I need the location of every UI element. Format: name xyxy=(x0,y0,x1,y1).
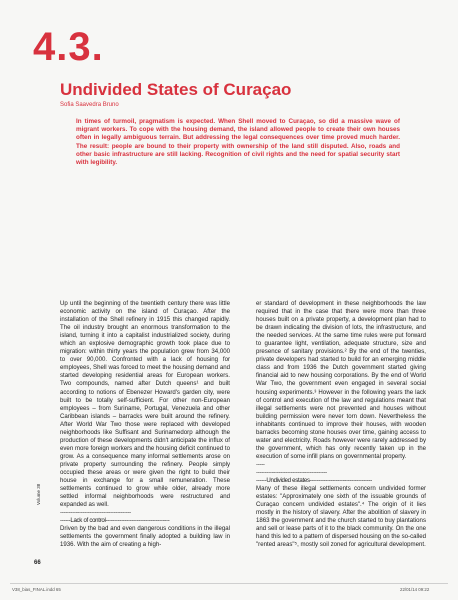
abstract: In times of turmoil, pragmatism is expected. When Shell moved to Curaçao, so did a massive wave of migrant workers. To cope with the housing demand, the island allowed people to create their own houses often in legally ambiguous terrain. But addressing the legal consequences over time proved much harder. The result: people are bound to their property with ownership of the land still disputed. Also, roads and other basic infrastructure are still lacking. Recognition of civil rights and the need for spatial security start with legibility. xyxy=(76,118,400,167)
paragraph: Driven by the bad and even dangerous conditions in the illegal settlements the government finally adopted a building law in 1936. With the aim of creating a high- xyxy=(60,525,230,549)
volume-label: Volume 38 xyxy=(36,483,41,505)
footer-file-name: V38_bias_FINAL.indd 65 xyxy=(12,587,61,592)
paragraph: Up until the beginning of the twentieth century there was little economic activity on the island of Curaçao. After the installation of the Shell refinery in 1915 this changed rapidly. The oil industry brought an enormous transformation to the island, turning it into a capitalist industrialized society, during which an explosive demographic growth took place due to migration: within thirty years the population grew from 34,000 to over 90,000. Confronted with a lack of housing for employees, Shell was forced to meet the housing demand and started developing residential areas for European workers. Two compounds, named after Dutch queens¹ and built according to notions of Ebenezer Howard's garden city, were built to be totally self-sufficient. For other non-European employees – from Suriname, Portugal, Venezuela and other Caribbean islands – barracks were built around the refinery. After World War Two those were replaced with developed neighborhoods like Suffisant and Surinamedorp although the production of these developments didn't anticipate the influx of even more foreign workers and the housing deficit continued to grow. As a consequence many informal settlements arose on private property surrounding the refinery. People simply occupied these areas or were given the right to build their house in exchange for a small remuneration. These settlements continued to grow while older, already more settled informal neighborhoods were restructured and expanded as well. xyxy=(60,300,230,509)
paragraph: er standard of development in these neighborhoods the law required that in the case that there were more than three houses built on a private property, a development plan had to be drawn indicating the division of lots, the infrastructure, and the needed services. At the same time rules were put forward to guarantee light, ventilation, adequate structure, size and presence of sanitary provisions.² By the end of the twenties, private developers had started to build for an emerging middle class and from 1936 the Dutch government started giving financial aid to new housing corporations. By the end of World War Two, the government even engaged in several social housing experiments.³ However in the following years the lack of control and execution of the law and regulations meant that illegal settlements were not prevented and houses without building permission were never torn down. Nevertheless the inhabitants continued to improve their houses, with wooden barracks becoming stone houses over time, gaining access to water and electricity. Roads however were rarely addressed by the government, which has only recently taken up in the execution of some infill plans on governmental property. xyxy=(256,300,426,460)
dash-line: ----------------------------------------- xyxy=(256,468,327,476)
article-title: Undivided States of Curaçao xyxy=(60,80,292,99)
footer-timestamp: 22/01/14 09:22 xyxy=(400,587,430,592)
left-column xyxy=(60,300,230,549)
right-column xyxy=(256,300,426,549)
page-number: 66 xyxy=(34,560,41,566)
dash-line: ----- xyxy=(256,460,265,468)
author-name: Sofia Saavedra Bruno xyxy=(60,102,119,108)
chapter-number: 4.3. xyxy=(33,25,104,69)
paragraph: Many of these illegal settlements concern undivided former estates: "Approximately one sixth of the issuable grounds of Curaçao concern undivided estates".⁴ The origin of it lies mostly in the history of slavery. After the abolition of slavery in 1863 the government and the church started to buy plantations and sell or lease parts of it to the black community. On the one hand this led to a pattern of dispersed housing on the so-called "rented areas"⁵, mostly soil zoned for agricultural development. xyxy=(256,485,426,549)
dash-line: ----------------------------------------- xyxy=(60,509,131,517)
section-heading-lack-of-control: ------Lack of control------------------------------------- xyxy=(60,517,170,525)
footer-divider xyxy=(10,583,448,584)
section-heading-undivided-estates: ------Undivided estates------------------------------------ xyxy=(256,477,372,485)
